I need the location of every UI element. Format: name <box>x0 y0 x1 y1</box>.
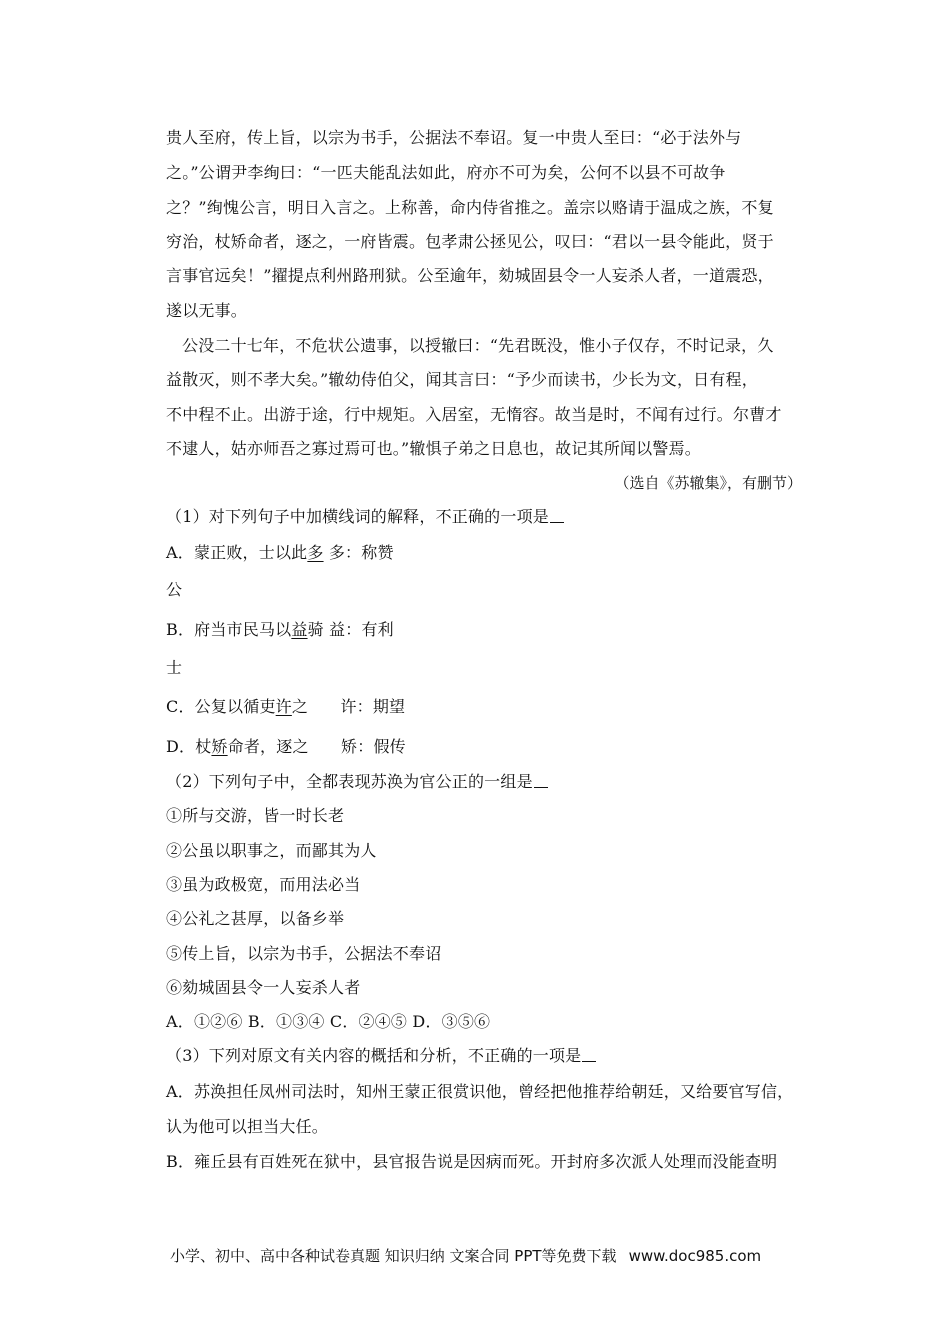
question-1-option-b <box>166 620 394 640</box>
question-text: （1）对下列句子中加横线词的解释，不正确的一项是 <box>166 507 549 526</box>
passage-line: 公没二十七年，不危状公遗事，以授辙曰：“先君既没，惟小子仅存，不时记录，久 <box>182 336 774 355</box>
answer-blank <box>550 508 564 523</box>
question-2-options: A．①②⑥ B．①③④ C．②④⑤ D．③⑤⑥ <box>166 1012 491 1031</box>
footer-text: 小学、初中、高中各种试卷真题 知识归纳 文案合同 PPT等免费下载 <box>170 1247 617 1265</box>
answer-blank <box>582 1047 596 1062</box>
option-text: B．府当市民马以 <box>166 620 292 639</box>
passage-line: 贵人至府，传上旨，以宗为书手，公据法不奉诏。复一中贵人至曰：“必于法外与 <box>166 128 742 147</box>
option-text: 命者，逐之 矫：假传 <box>227 737 406 756</box>
option-text: 之 许：期望 <box>291 697 406 716</box>
question-3-option-a: A．苏涣担任凤州司法时，知州王蒙正很赏识他，曾经把他推荐给朝廷，又给要官写信， <box>166 1082 794 1101</box>
question-text: （2）下列句子中，全都表现苏涣为官公正的一组是 <box>166 772 533 791</box>
list-item: ③虽为政极宽，而用法必当 <box>166 875 361 894</box>
passage-line: 穷治，杖矫命者，逐之，一府皆震。包孝肃公拯见公，叹曰：“君以一县令能此，贤于 <box>166 232 774 251</box>
answer-blank <box>534 773 548 788</box>
underlined-word: 益 <box>291 620 308 639</box>
list-item: ②公虽以职事之，而鄙其为人 <box>166 841 377 860</box>
list-item: ①所与交游，皆一时长老 <box>166 806 345 825</box>
passage-line: 益散灭，则不孝大矣。”辙幼侍伯父，闻其言曰：“予少而读书，少长为文，日有程， <box>166 370 758 389</box>
source-citation: （选自《苏辙集》，有删节） <box>614 474 802 492</box>
passage-line: 言事官远矣！”擢提点利州路刑狱。公至逾年，劾城固县令一人妄杀人者，一道震恐， <box>166 266 774 285</box>
passage-line: 不逮人，姑亦师吾之寡过焉可也。”辙惧子弟之日息也，故记其所闻以警焉。 <box>166 439 701 458</box>
question-1-option-c <box>166 697 405 717</box>
question-text: （3）下列对原文有关内容的概括和分析，不正确的一项是 <box>166 1046 582 1065</box>
underlined-word: 矫 <box>211 737 228 756</box>
question-1-option-a <box>166 543 394 563</box>
option-text: 多：称赞 <box>323 543 394 562</box>
passage-line: 不中程不止。出游于途，行中规矩。入居室，无惰容。故当是时，不闻有过行。尔曹才 <box>166 405 782 424</box>
underlined-word: 许 <box>275 697 292 716</box>
question-1-option-d <box>166 737 406 757</box>
question-2-stem <box>166 772 548 792</box>
option-text: C．公复以循吏 <box>166 697 276 716</box>
option-wrap-text: 公 <box>166 580 183 599</box>
option-text: 骑 益：有利 <box>307 620 394 639</box>
footer-link[interactable]: www.doc985.com <box>628 1247 762 1265</box>
list-item: ⑥劾城固县令一人妄杀人者 <box>166 978 361 997</box>
question-1-stem <box>166 507 564 527</box>
question-3-option-a-cont: 认为他可以担当大任。 <box>166 1117 329 1136</box>
passage-line: 之？”绚愧公言，明日入言之。上称善，命内侍省推之。盖宗以赂请于温成之族，不复 <box>166 198 774 217</box>
passage-line: 之。”公谓尹李绚曰：“一匹夫能乱法如此，府亦不可为矣，公何不以县不可故争 <box>166 163 726 182</box>
question-3-stem <box>166 1046 596 1066</box>
underlined-word: 多 <box>307 543 324 562</box>
option-text: D．杖 <box>166 737 212 756</box>
option-text: A．蒙正败，士以此 <box>166 543 308 562</box>
page-footer <box>170 1246 761 1266</box>
passage-line: 遂以无事。 <box>166 301 248 320</box>
question-3-option-b: B．雍丘县有百姓死在狱中，县官报告说是因病而死。开封府多次派人处理而没能查明 <box>166 1152 778 1171</box>
list-item: ④公礼之甚厚，以备乡举 <box>166 909 345 928</box>
option-wrap-text: 士 <box>166 658 183 677</box>
list-item: ⑤传上旨，以宗为书手，公据法不奉诏 <box>166 944 442 963</box>
